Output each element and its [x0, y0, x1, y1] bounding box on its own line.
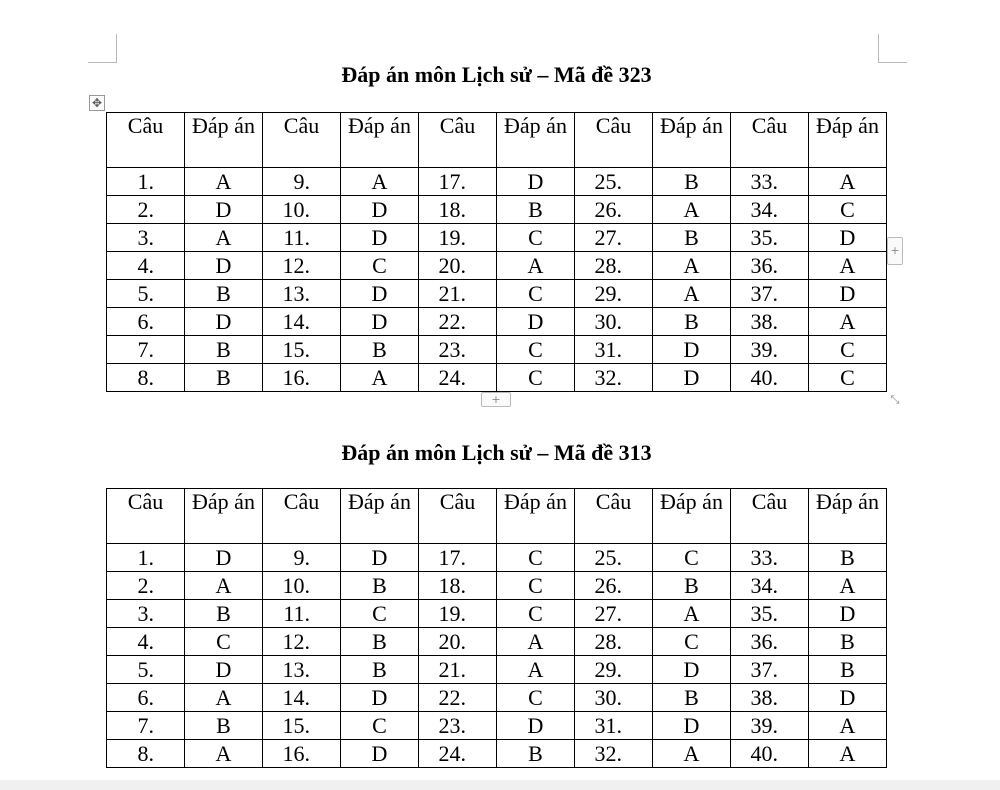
question-number: 31.: [575, 336, 653, 364]
answer-letter: D: [653, 712, 731, 740]
question-number: 13.: [263, 280, 341, 308]
question-number: 33.: [731, 544, 809, 572]
header-answer: Đáp án: [497, 489, 575, 544]
answer-letter: A: [497, 656, 575, 684]
question-number: 30.: [575, 684, 653, 712]
table-row: [107, 280, 887, 308]
question-number: 34.: [731, 572, 809, 600]
table-header-row: [107, 489, 887, 544]
question-number: 20.: [419, 628, 497, 656]
answer-letter: A: [809, 308, 887, 336]
answer-letter: D: [185, 544, 263, 572]
header-answer: Đáp án: [809, 489, 887, 544]
question-number: 34.: [731, 196, 809, 224]
answer-letter: D: [341, 224, 419, 252]
answer-letter: B: [809, 628, 887, 656]
answer-letter: D: [341, 280, 419, 308]
answer-letter: C: [497, 600, 575, 628]
answer-letter: A: [809, 712, 887, 740]
answer-letter: C: [497, 364, 575, 392]
question-number: 8.: [107, 740, 185, 768]
answer-letter: A: [185, 572, 263, 600]
question-number: 10.: [263, 572, 341, 600]
answer-letter: B: [653, 168, 731, 196]
question-number: 19.: [419, 600, 497, 628]
answer-letter: C: [809, 196, 887, 224]
table-row: [107, 336, 887, 364]
header-question: Câu: [575, 113, 653, 168]
table-header-row: [107, 113, 887, 168]
question-number: 1.: [107, 544, 185, 572]
question-number: 29.: [575, 656, 653, 684]
question-number: 32.: [575, 364, 653, 392]
answer-letter: D: [653, 364, 731, 392]
question-number: 39.: [731, 712, 809, 740]
answer-letter: D: [341, 196, 419, 224]
question-number: 12.: [263, 252, 341, 280]
answer-letter: B: [341, 572, 419, 600]
question-number: 30.: [575, 308, 653, 336]
table-row: [107, 572, 887, 600]
add-row-plus-icon[interactable]: +: [481, 392, 511, 407]
question-number: 16.: [263, 740, 341, 768]
page-corner-mark-top-left: [88, 34, 117, 63]
question-number: 32.: [575, 740, 653, 768]
answer-letter: B: [497, 740, 575, 768]
header-answer: Đáp án: [341, 489, 419, 544]
question-number: 21.: [419, 280, 497, 308]
answer-letter: C: [809, 336, 887, 364]
answer-letter: C: [653, 544, 731, 572]
answer-table-2: [106, 488, 887, 768]
table-row: [107, 712, 887, 740]
answer-letter: B: [185, 364, 263, 392]
answer-letter: C: [497, 336, 575, 364]
answer-letter: C: [497, 280, 575, 308]
answer-letter: D: [185, 252, 263, 280]
question-number: 18.: [419, 196, 497, 224]
answer-letter: D: [653, 336, 731, 364]
answer-letter: B: [809, 544, 887, 572]
header-question: Câu: [731, 489, 809, 544]
answer-letter: B: [341, 628, 419, 656]
question-number: 11.: [263, 600, 341, 628]
question-number: 35.: [731, 224, 809, 252]
answer-letter: A: [809, 252, 887, 280]
answer-letter: D: [341, 740, 419, 768]
question-number: 36.: [731, 252, 809, 280]
table-row: [107, 684, 887, 712]
question-number: 2.: [107, 572, 185, 600]
answer-letter: B: [185, 600, 263, 628]
answer-letter: B: [497, 196, 575, 224]
answer-letter: A: [653, 196, 731, 224]
answer-letter: A: [809, 572, 887, 600]
header-question: Câu: [419, 113, 497, 168]
header-answer: Đáp án: [185, 489, 263, 544]
question-number: 40.: [731, 740, 809, 768]
answer-letter: C: [341, 600, 419, 628]
header-answer: Đáp án: [341, 113, 419, 168]
question-number: 31.: [575, 712, 653, 740]
answer-letter: C: [497, 544, 575, 572]
table-row: [107, 168, 887, 196]
question-number: 35.: [731, 600, 809, 628]
question-number: 9.: [263, 168, 341, 196]
answer-letter: D: [809, 224, 887, 252]
header-answer: Đáp án: [653, 113, 731, 168]
question-number: 22.: [419, 684, 497, 712]
question-number: 17.: [419, 168, 497, 196]
answer-letter: B: [653, 572, 731, 600]
question-number: 33.: [731, 168, 809, 196]
table-row: [107, 252, 887, 280]
answer-letter: D: [341, 544, 419, 572]
answer-letter: D: [497, 712, 575, 740]
answer-letter: A: [185, 168, 263, 196]
question-number: 18.: [419, 572, 497, 600]
question-number: 6.: [107, 308, 185, 336]
table-row: [107, 224, 887, 252]
move-table-icon[interactable]: ✥: [89, 95, 105, 111]
question-number: 19.: [419, 224, 497, 252]
page-corner-mark-top-right: [878, 34, 907, 63]
header-question: Câu: [263, 113, 341, 168]
header-question: Câu: [263, 489, 341, 544]
table-2-title: Đáp án môn Lịch sử – Mã đề 313: [341, 440, 652, 465]
answer-letter: D: [809, 280, 887, 308]
answer-letter: D: [497, 308, 575, 336]
question-number: 14.: [263, 308, 341, 336]
add-column-plus-icon[interactable]: +: [887, 237, 903, 265]
answer-letter: A: [497, 628, 575, 656]
question-number: 28.: [575, 628, 653, 656]
question-number: 20.: [419, 252, 497, 280]
question-number: 15.: [263, 712, 341, 740]
answer-letter: A: [653, 740, 731, 768]
answer-letter: D: [497, 168, 575, 196]
answer-letter: C: [809, 364, 887, 392]
header-question: Câu: [107, 113, 185, 168]
answer-letter: D: [341, 684, 419, 712]
answer-letter: B: [653, 224, 731, 252]
question-number: 9.: [263, 544, 341, 572]
table-row: [107, 656, 887, 684]
answer-letter: B: [341, 656, 419, 684]
answer-letter: A: [809, 168, 887, 196]
question-number: 13.: [263, 656, 341, 684]
question-number: 14.: [263, 684, 341, 712]
header-question: Câu: [107, 489, 185, 544]
question-number: 38.: [731, 308, 809, 336]
question-number: 2.: [107, 196, 185, 224]
question-number: 23.: [419, 712, 497, 740]
answer-letter: D: [653, 656, 731, 684]
header-answer: Đáp án: [497, 113, 575, 168]
question-number: 3.: [107, 600, 185, 628]
question-number: 24.: [419, 740, 497, 768]
header-question: Câu: [731, 113, 809, 168]
answer-letter: D: [185, 656, 263, 684]
answer-letter: A: [185, 224, 263, 252]
question-number: 23.: [419, 336, 497, 364]
question-number: 25.: [575, 168, 653, 196]
question-number: 12.: [263, 628, 341, 656]
question-number: 37.: [731, 656, 809, 684]
question-number: 17.: [419, 544, 497, 572]
question-number: 3.: [107, 224, 185, 252]
answer-letter: B: [653, 684, 731, 712]
answer-letter: B: [185, 336, 263, 364]
question-number: 26.: [575, 196, 653, 224]
table-row: [107, 544, 887, 572]
answer-letter: A: [185, 740, 263, 768]
question-number: 24.: [419, 364, 497, 392]
header-question: Câu: [419, 489, 497, 544]
answer-letter: A: [185, 684, 263, 712]
answer-letter: A: [497, 252, 575, 280]
answer-letter: A: [809, 740, 887, 768]
answer-letter: C: [653, 628, 731, 656]
answer-letter: C: [497, 684, 575, 712]
question-number: 16.: [263, 364, 341, 392]
table-row: [107, 196, 887, 224]
header-question: Câu: [575, 489, 653, 544]
answer-letter: D: [809, 600, 887, 628]
answer-letter: A: [341, 364, 419, 392]
question-number: 22.: [419, 308, 497, 336]
question-number: 8.: [107, 364, 185, 392]
header-answer: Đáp án: [185, 113, 263, 168]
answer-letter: D: [185, 196, 263, 224]
answer-letter: A: [653, 280, 731, 308]
answer-letter: D: [185, 308, 263, 336]
question-number: 10.: [263, 196, 341, 224]
page-bottom-shade: [0, 780, 1000, 790]
resize-table-icon[interactable]: ⤡: [890, 393, 900, 406]
question-number: 38.: [731, 684, 809, 712]
question-number: 25.: [575, 544, 653, 572]
question-number: 5.: [107, 656, 185, 684]
answer-letter: C: [497, 224, 575, 252]
question-number: 37.: [731, 280, 809, 308]
question-number: 40.: [731, 364, 809, 392]
question-number: 28.: [575, 252, 653, 280]
table-row: [107, 600, 887, 628]
header-answer: Đáp án: [809, 113, 887, 168]
table-row: [107, 364, 887, 392]
question-number: 21.: [419, 656, 497, 684]
question-number: 15.: [263, 336, 341, 364]
answer-letter: B: [653, 308, 731, 336]
question-number: 29.: [575, 280, 653, 308]
question-number: 7.: [107, 712, 185, 740]
question-number: 4.: [107, 252, 185, 280]
answer-letter: C: [341, 252, 419, 280]
header-answer: Đáp án: [653, 489, 731, 544]
answer-letter: A: [653, 600, 731, 628]
table-row: [107, 628, 887, 656]
table-row: [107, 308, 887, 336]
question-number: 5.: [107, 280, 185, 308]
answer-letter: B: [185, 280, 263, 308]
question-number: 26.: [575, 572, 653, 600]
question-number: 4.: [107, 628, 185, 656]
question-number: 7.: [107, 336, 185, 364]
answer-letter: D: [809, 684, 887, 712]
answer-letter: C: [497, 572, 575, 600]
question-number: 39.: [731, 336, 809, 364]
answer-letter: B: [809, 656, 887, 684]
question-number: 1.: [107, 168, 185, 196]
answer-letter: A: [653, 252, 731, 280]
question-number: 11.: [263, 224, 341, 252]
answer-letter: C: [341, 712, 419, 740]
answer-letter: A: [341, 168, 419, 196]
question-number: 36.: [731, 628, 809, 656]
answer-letter: B: [185, 712, 263, 740]
question-number: 27.: [575, 224, 653, 252]
answer-letter: D: [341, 308, 419, 336]
table-1-title: Đáp án môn Lịch sử – Mã đề 323: [341, 62, 652, 87]
question-number: 27.: [575, 600, 653, 628]
answer-table-1: [106, 112, 887, 392]
answer-letter: B: [341, 336, 419, 364]
answer-letter: C: [185, 628, 263, 656]
table-row: [107, 740, 887, 768]
question-number: 6.: [107, 684, 185, 712]
